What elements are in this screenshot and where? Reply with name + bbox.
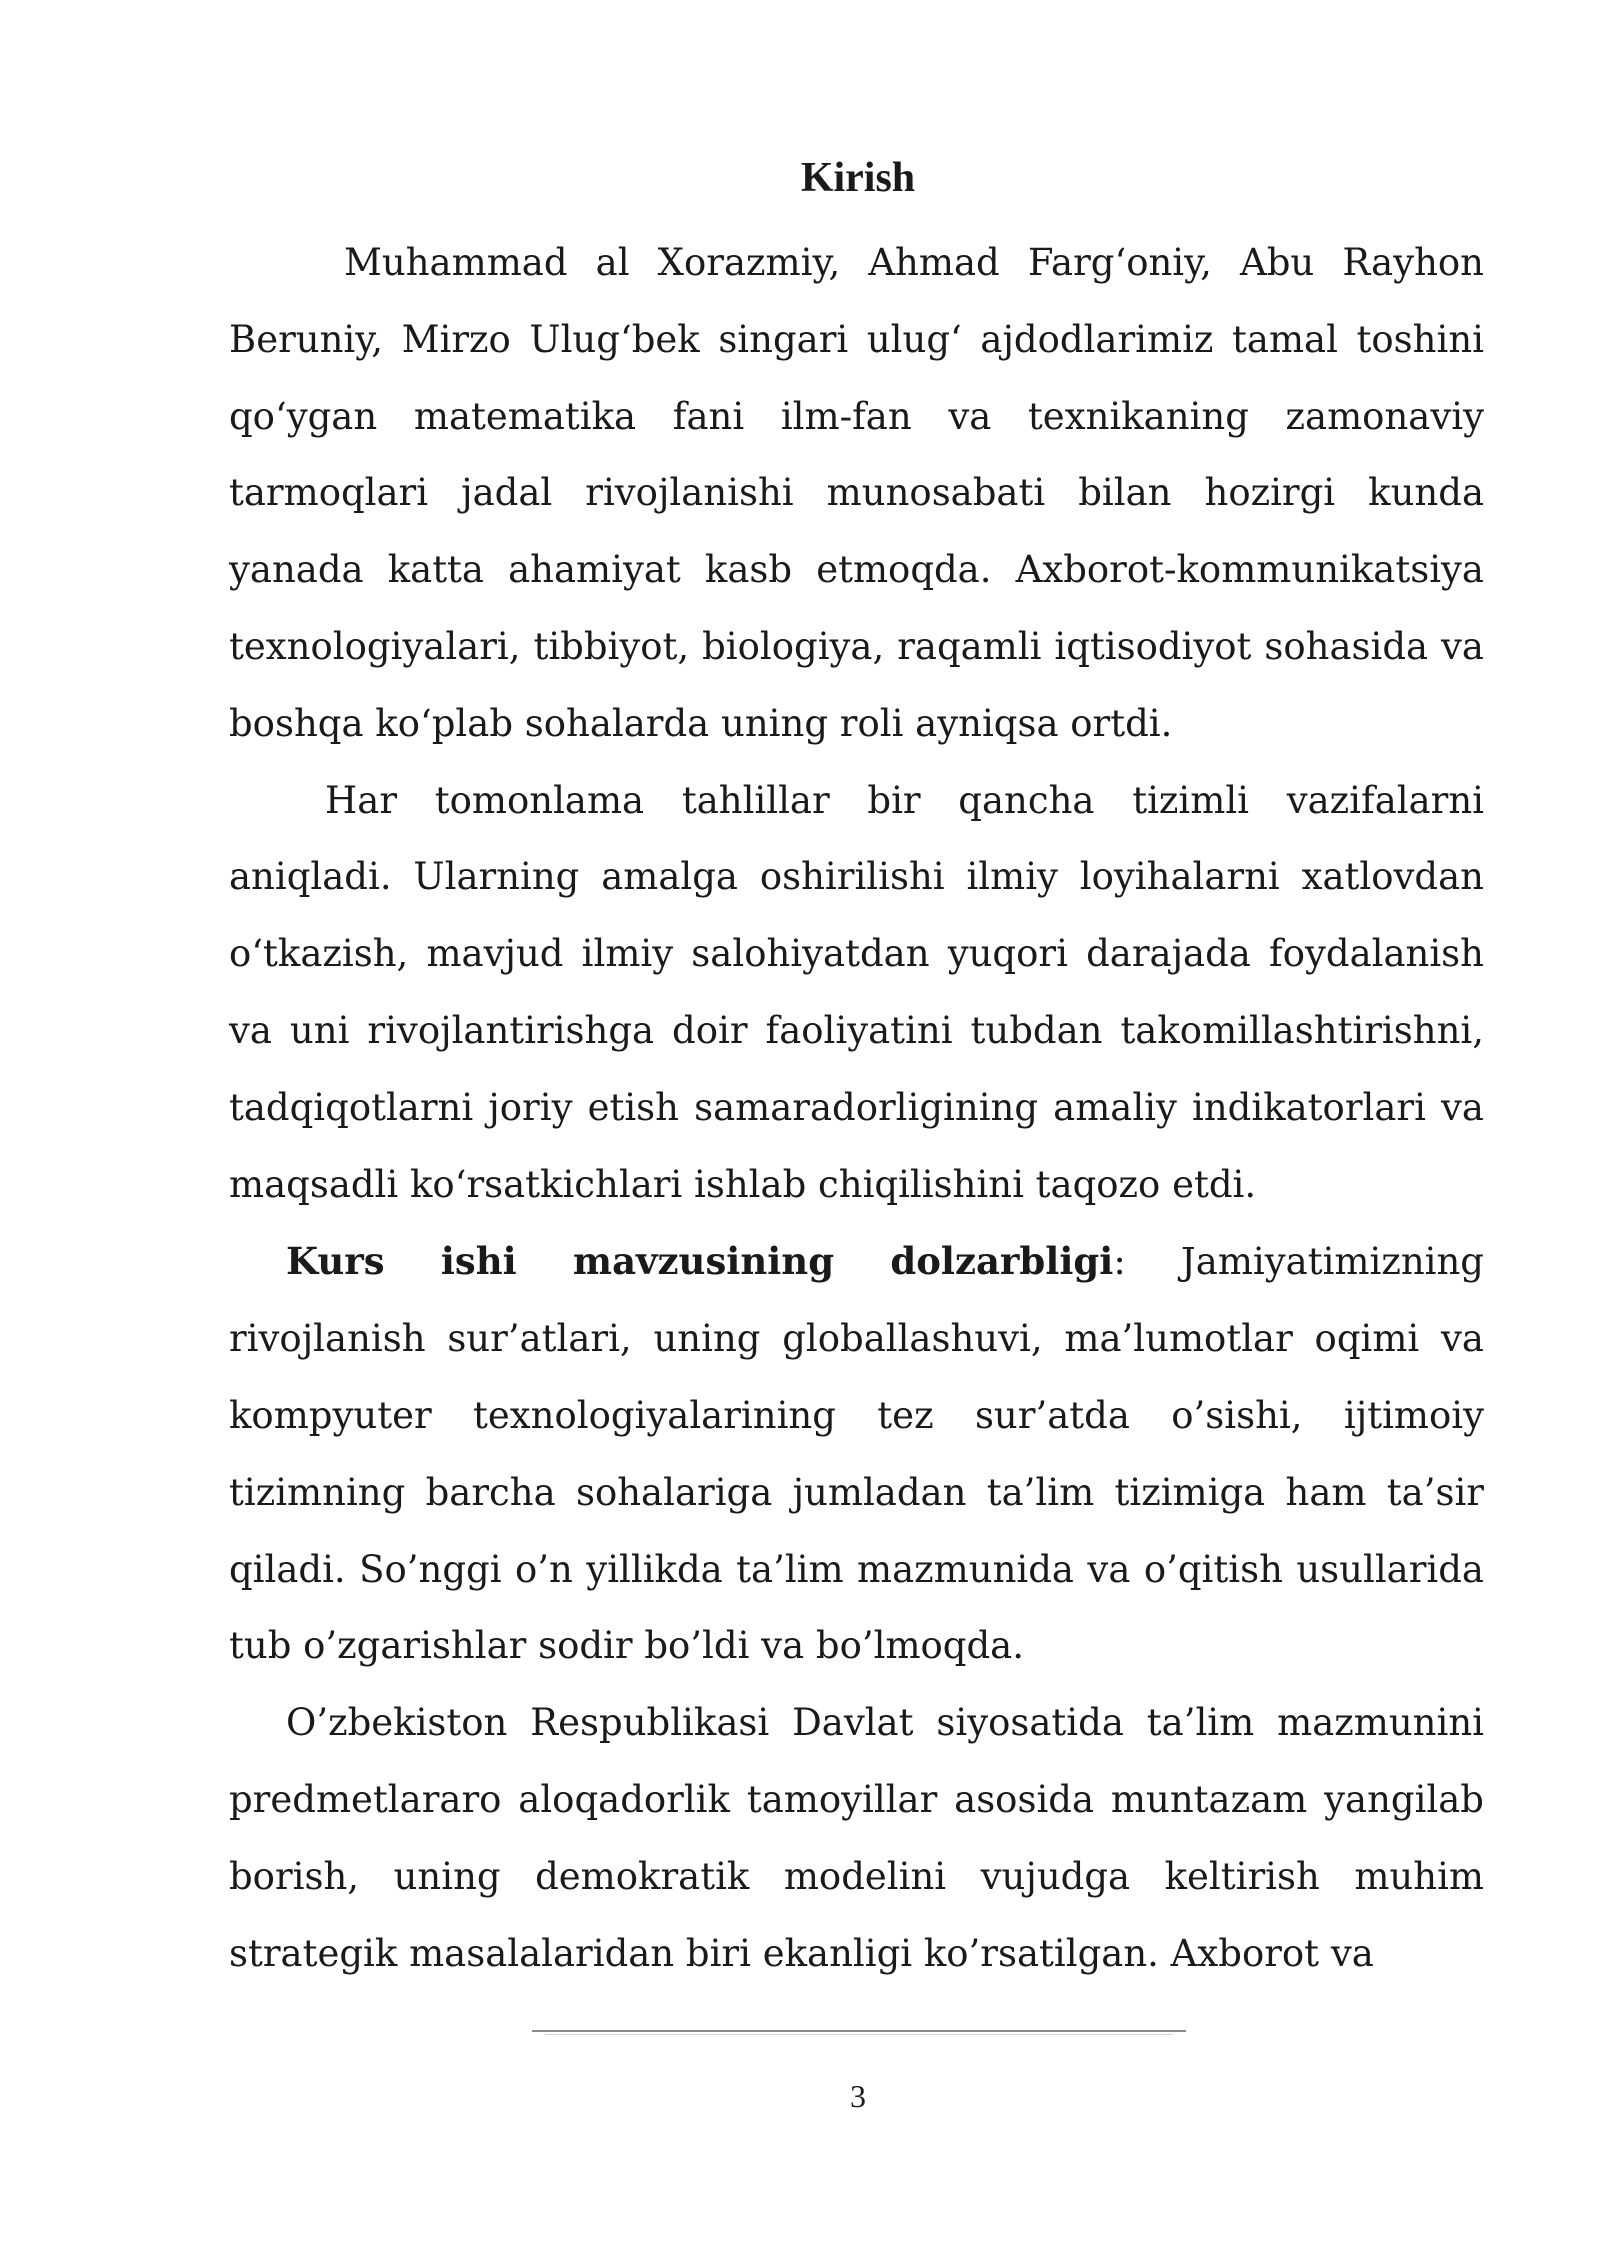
paragraph-analysis: Har tomonlama tahlillar bir qancha tizimli vazifalarni aniqladi. Ularning amalga oshirilishi ilmiy loyihalarni xatlovdan o‘tkazish, mavjud ilmiy salohiyatdan yuqori darajada foydalanish va uni rivojlantirishga doir faoliyatini tubdan takomillashtirishni, tadqiqotlarni joriy etish samaradorligining amaliy indikatorlari va maqsadli ko‘rsatkichlari ishlab chiqilishini taqozo etdi. <box>229 778 1484 1206</box>
relevance-text: : Jamiyatimizning rivojlanish sur’atlari, uning globallashuvi, ma’lumotlar oqimi va kompyuter texnologiyalarining tez sur’atda o’sishi, ijtimoiy tizimning barcha sohalariga jumladan ta’lim tizimiga ham ta’sir qiladi. So’nggi o’n yillikda ta’lim mazmunida va o’qitish usullarida tub o’zgarishlar sodir bo’ldi va bo’lmoqda. <box>229 1240 1484 1668</box>
body-text <box>229 225 1484 1992</box>
section-heading: Kirish <box>800 155 916 201</box>
footer-divider <box>532 2030 1186 2032</box>
paragraph-state-policy: O’zbekiston Respublikasi Davlat siyosatida ta’lim mazmunini predmetlararo aloqadorlik tamoyillar asosida muntazam yangilab borish, uning demokratik modelini vujudga keltirish muhim strategik masalalaridan biri ekanligi ko’rsatilgan. Axborot va <box>229 1701 1484 1975</box>
page-number: 3 <box>850 2078 866 2114</box>
paragraph-introduction: Muhammad al Xorazmiy, Ahmad Farg‘oniy, Abu Rayhon Beruniy, Mirzo Ulug‘bek singari ulug‘ ajdodlarimiz tamal toshini qo‘ygan matematika fani ilm-fan va texnikaning zamonaviy tarmoqlari jadal rivojlanishi munosabati bilan hozirgi kunda yanada katta ahamiyat kasb etmoqda. Axborot-kommunikatsiya texnologiyalari, tibbiyot, biologiya, raqamli iqtisodiyot sohasida va boshqa ko‘plab sohalarda uning roli ayniqsa ortdi. <box>229 241 1484 745</box>
footer-divider-shadow <box>545 2034 1173 2035</box>
paragraph-relevance <box>229 1223 1484 1685</box>
relevance-label: Kurs ishi mavzusining dolzarbligi <box>286 1239 1114 1284</box>
